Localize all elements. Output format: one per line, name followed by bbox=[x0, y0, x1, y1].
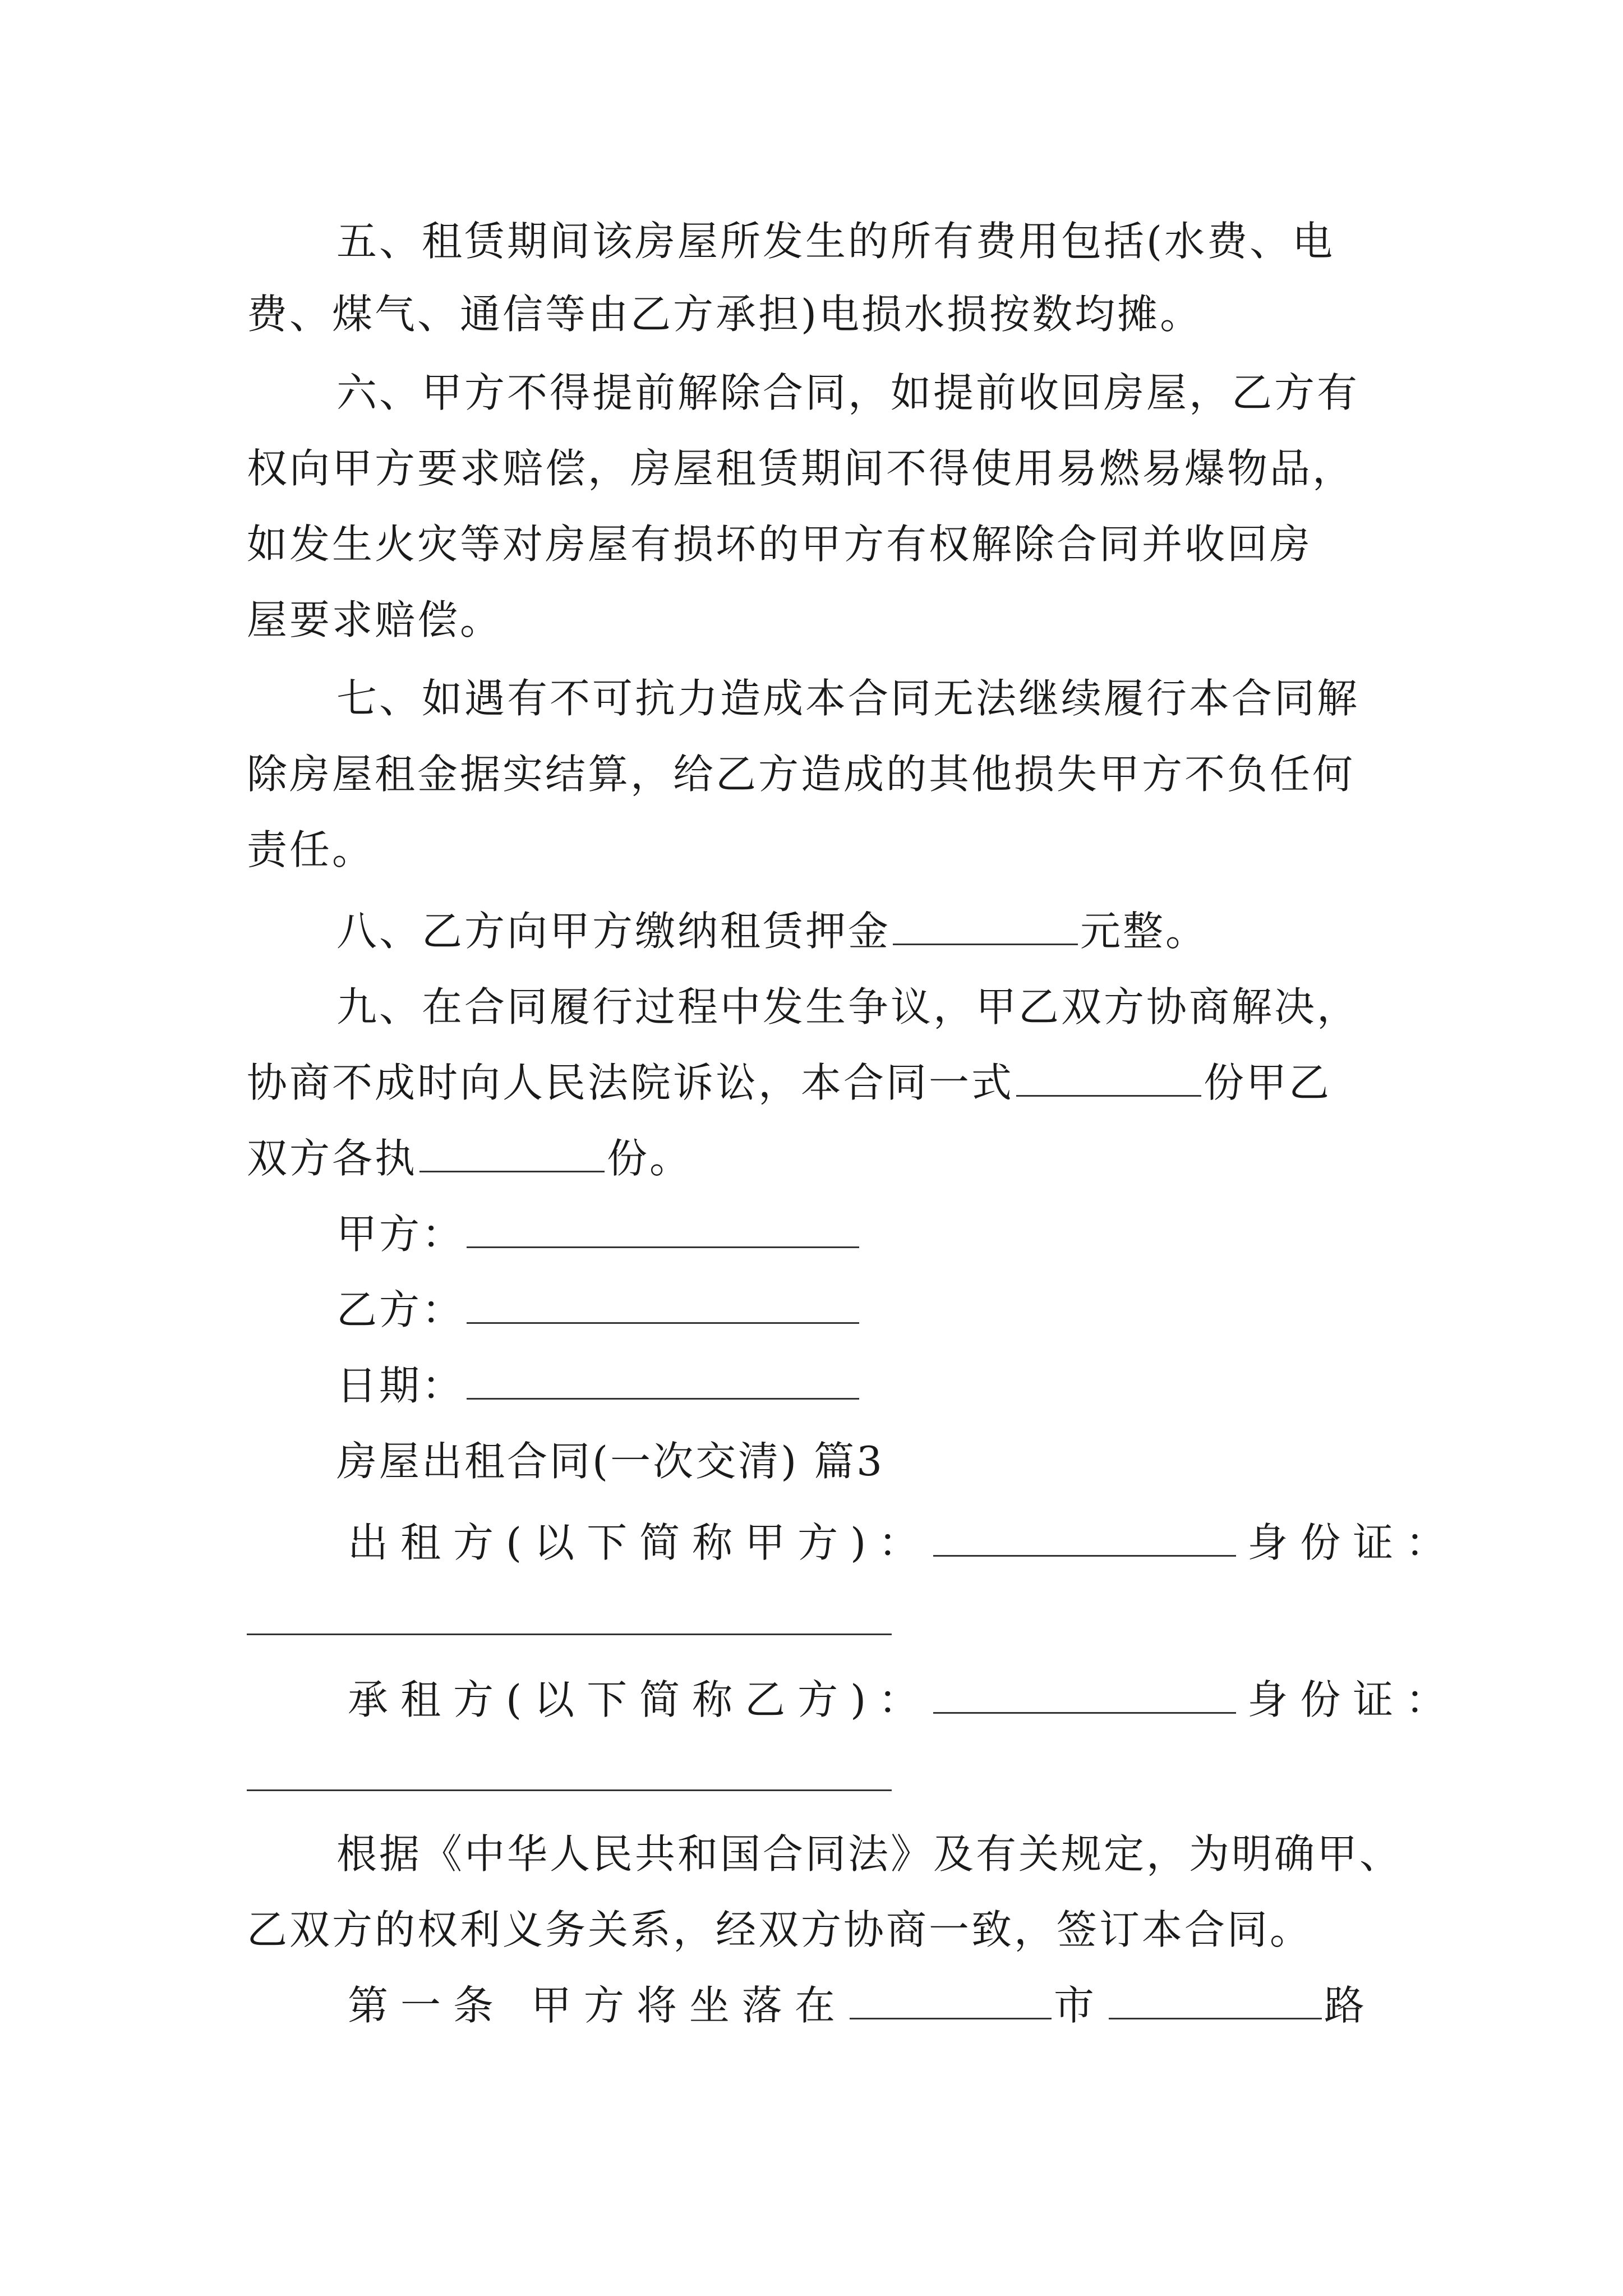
clause-6-line-1: 六、甲方不得提前解除合同，如提前收回房屋，乙方有 bbox=[336, 369, 1360, 416]
party-a-signature-blank[interactable] bbox=[467, 1213, 859, 1248]
clause-9-line-3 bbox=[247, 1130, 692, 1186]
preamble-line-2: 乙双方的权利义务关系，经双方协商一致，签订本合同。 bbox=[247, 1906, 1313, 1953]
date-signature-row bbox=[336, 1358, 861, 1414]
clause-6-line-3: 如发生火灾等对房屋有损坏的甲方有权解除合同并收回房 bbox=[247, 521, 1313, 568]
party-b-signature-blank[interactable] bbox=[467, 1289, 859, 1324]
clause-9-line-2-text: 协商不成时向人民法院诉讼，本合同一式 bbox=[247, 1059, 1015, 1106]
lessor-row bbox=[348, 1515, 1458, 1571]
clause-9-line-2 bbox=[247, 1055, 1331, 1111]
clause-7-line-3: 责任。 bbox=[247, 826, 375, 873]
lessee-row bbox=[348, 1672, 1458, 1728]
city-blank[interactable] bbox=[1109, 1984, 1322, 2019]
section-heading: 房屋出租合同(一次交清) 篇3 bbox=[336, 1438, 884, 1485]
lessor-id-blank[interactable] bbox=[247, 1634, 892, 1635]
location-blank[interactable] bbox=[850, 1984, 1052, 2019]
lessor-label: 出租方(以下简称甲方)： bbox=[348, 1519, 932, 1566]
lessee-id-label: 身份证： bbox=[1247, 1676, 1459, 1723]
clause-8-line bbox=[336, 903, 1208, 959]
lessor-name-blank[interactable] bbox=[933, 1521, 1236, 1557]
clause-9-line-3-text: 双方各执 bbox=[247, 1135, 418, 1182]
clause-7-line-1: 七、如遇有不可抗力造成本合同无法继续履行本合同解 bbox=[336, 675, 1360, 722]
clause-9-line-2-suffix: 份甲乙 bbox=[1204, 1059, 1332, 1106]
clause-5-line-2: 费、煤气、通信等由乙方承担)电损水损按数均摊。 bbox=[247, 291, 1203, 338]
party-b-signature-row bbox=[336, 1282, 861, 1338]
clause-6-line-4: 屋要求赔偿。 bbox=[247, 596, 503, 643]
copies-total-blank[interactable] bbox=[1016, 1061, 1201, 1097]
lessee-label: 承租方(以下简称乙方)： bbox=[348, 1676, 932, 1723]
party-a-label: 甲方： bbox=[336, 1211, 465, 1258]
clause-8-suffix: 元整。 bbox=[1080, 908, 1209, 955]
lessor-id-label: 身份证： bbox=[1247, 1519, 1459, 1566]
lessee-id-blank[interactable] bbox=[247, 1789, 892, 1791]
clause-9-line-3-suffix: 份。 bbox=[607, 1135, 693, 1182]
article-1-city: 市 bbox=[1053, 1982, 1106, 2029]
article-1-road: 路 bbox=[1324, 1982, 1377, 2029]
clause-9-line-1: 九、在合同履行过程中发生争议，甲乙双方协商解决， bbox=[336, 983, 1360, 1030]
clause-5-line-1: 五、租赁期间该房屋所发生的所有费用包括(水费、电 bbox=[336, 218, 1335, 265]
party-a-signature-row bbox=[336, 1206, 861, 1262]
article-1-line bbox=[348, 1977, 1377, 2033]
date-blank[interactable] bbox=[467, 1364, 859, 1400]
clause-6-line-2: 权向甲方要求赔偿，房屋租赁期间不得使用易燃易爆物品， bbox=[247, 445, 1355, 492]
lessee-name-blank[interactable] bbox=[933, 1678, 1236, 1714]
copies-each-blank[interactable] bbox=[419, 1137, 605, 1172]
article-1-label: 第一条 甲方将坐落在 bbox=[348, 1982, 847, 2029]
party-b-label: 乙方： bbox=[336, 1286, 465, 1333]
date-label: 日期： bbox=[336, 1362, 465, 1409]
clause-8-text: 八、乙方向甲方缴纳租赁押金 bbox=[336, 908, 891, 955]
deposit-amount-blank[interactable] bbox=[893, 910, 1078, 945]
clause-7-line-2: 除房屋租金据实结算，给乙方造成的其他损失甲方不负任何 bbox=[247, 751, 1355, 798]
preamble-line-1: 根据《中华人民共和国合同法》及有关规定，为明确甲、 bbox=[336, 1830, 1403, 1878]
